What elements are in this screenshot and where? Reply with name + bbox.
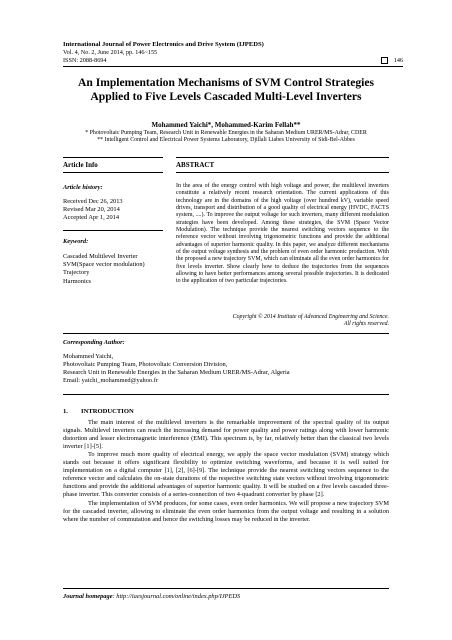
corresponding-bottom-rule xyxy=(63,394,389,395)
header-divider xyxy=(63,66,403,67)
corresponding-author: Mohammed Yaichi, Photovoltaic Pumping Team, Photovoltaic Conversion Division, Research Unit in Renewable Energies in the Saharan Medium URER/MS-Adrar, Algeria Email: yaichi_mohammed@yahoo.fr xyxy=(63,353,290,385)
journal-volume: Vol. 4, No. 2, June 2014, pp. 146~155 xyxy=(63,48,158,56)
keyword-rule xyxy=(63,230,163,231)
homepage-label: Journal homepage xyxy=(63,593,113,600)
paragraph: The main interest of the multilevel inverters is the remarkable improvement of the spectral quality of its output signals. Multilevel inverters can reach the increasing demand for power quality and power ratings along with lower harmonic distortion and lesser electromagnetic interference (EMI). This spectrum is, by far, relatively better than the classical two levels inverter [1]-[5]. xyxy=(63,419,389,450)
paper-authors: Mohammed Yaichi*, Mohammed-Karim Fellah** xyxy=(151,121,301,129)
section-number: 1. xyxy=(63,408,68,415)
corresponding-top-rule xyxy=(63,333,389,334)
paper-title: An Implementation Mechanisms of SVM Control Strategies Applied to Five Levels Cascaded Multi-Level Inverters xyxy=(77,76,375,104)
section-heading xyxy=(63,408,134,415)
article-info-top-rule xyxy=(63,157,163,158)
copyright-notice: Copyright © 2014 Institute of Advanced Engineering and Science. All rights reserved. xyxy=(232,314,389,328)
article-history: Received Dec 26, 2013 Revised Mar 20, 2014 Accepted Apr 1, 2014 xyxy=(63,198,123,222)
journal-issn: ISSN: 2088-8694 xyxy=(63,56,107,64)
author-affiliations xyxy=(63,130,389,145)
keyword-heading: Keyword: xyxy=(63,238,89,245)
affiliation-2: ** Intelligent Control and Electrical Power Systems Laboratory, Djillali Liabes University of Sidi-Bel-Abbes xyxy=(97,137,355,144)
homepage-link[interactable]: : http://iaesjournal.com/online/index.php/IJPEDS xyxy=(112,593,241,600)
paragraph: To improve much more quality of electrical energy, we apply the space vector modulation (SVM) strategy which stands out because it offers significant flexibility to optimize switching waveforms, and because it is well suited for implementation on a digital computer [1], [2], [6]-[9]. The technique provide the nearest switching vectors sequence to the reference vector and calculates the on-state durations of the respective switching state vectors without involving trigonometric functions and provide the additional advantages of superior harmonic quality. It will be studied on a five levels cascaded three-phase inverter. This converter consists of a series-connection of two 4-quadrant converter by phase [2]. xyxy=(63,451,389,499)
article-info-heading: Article Info xyxy=(63,161,98,169)
section-title: INTRODUCTION xyxy=(81,408,134,415)
abstract-bottom-rule xyxy=(176,172,389,173)
corresponding-heading: Corresponding Author: xyxy=(63,339,125,346)
footer-divider xyxy=(63,588,389,589)
paragraph: The implementation of SVM produces, for some cases, even order harmonics. We will propose a new trajectory SVM for the cascaded inverter, allowing to eliminate the even order harmonics from the output voltage and resulting in a solution where the number of commutation and hence the switching losses may be reduced in the inverter. xyxy=(63,499,389,523)
abstract-text: In the area of the energy control with high voltage and power, the multilevel inverters constitute a relatively recent research orientation. The current applications of this technology are in the domains of the high voltage (over hundred kV), variable speed drives, transport and distribution of a good quality of electrical energy (HVDC, FACTS system, ....). To improve the output voltage for such inverters, many different modulation strategies have been developed. Among these strategies, the SVM (Space Vector Modulation). The technique provide the nearest switching vectors sequence to the reference vector without involving trigonometric functions and provide the additional advantages of superior harmonic quality. In this paper, we analyze different mechanisms of the output voltage synthesis and the problem of even order harmonic production. With the proposed a new trajectory SVM, which can eliminate all the even order harmonics for five levels inverter. Show clearly how to deduce the trajectories from the sequences allowing to have better performances among several possible trajectories. It is dedicated to the application of two particular trajectories. xyxy=(176,183,389,285)
journal-header xyxy=(63,41,403,64)
author-email[interactable]: Email: yaichi_mohammed@yahoo.fr xyxy=(63,377,158,385)
journal-name: International Journal of Power Electronics and Drive System (IJPEDS) xyxy=(63,41,264,48)
article-history-heading: Article history: xyxy=(63,184,103,191)
article-info-bottom-rule xyxy=(63,172,163,173)
journal-homepage xyxy=(63,593,240,600)
square-icon xyxy=(381,57,388,64)
keyword-list: Cascaded Multilevel Inverter SVM(Space vector modulation) Trajectory Harmonics xyxy=(63,253,145,285)
affiliation-1: * Photovoltaic Pumping Team, Research Unit in Renewable Energies in the Saharan Medium URER/MS-Adrar, CDER xyxy=(85,130,367,136)
abstract-heading: ABSTRACT xyxy=(176,161,215,169)
section-body xyxy=(63,419,389,524)
abstract-top-rule xyxy=(176,157,389,158)
page-number: 146 xyxy=(393,56,403,64)
